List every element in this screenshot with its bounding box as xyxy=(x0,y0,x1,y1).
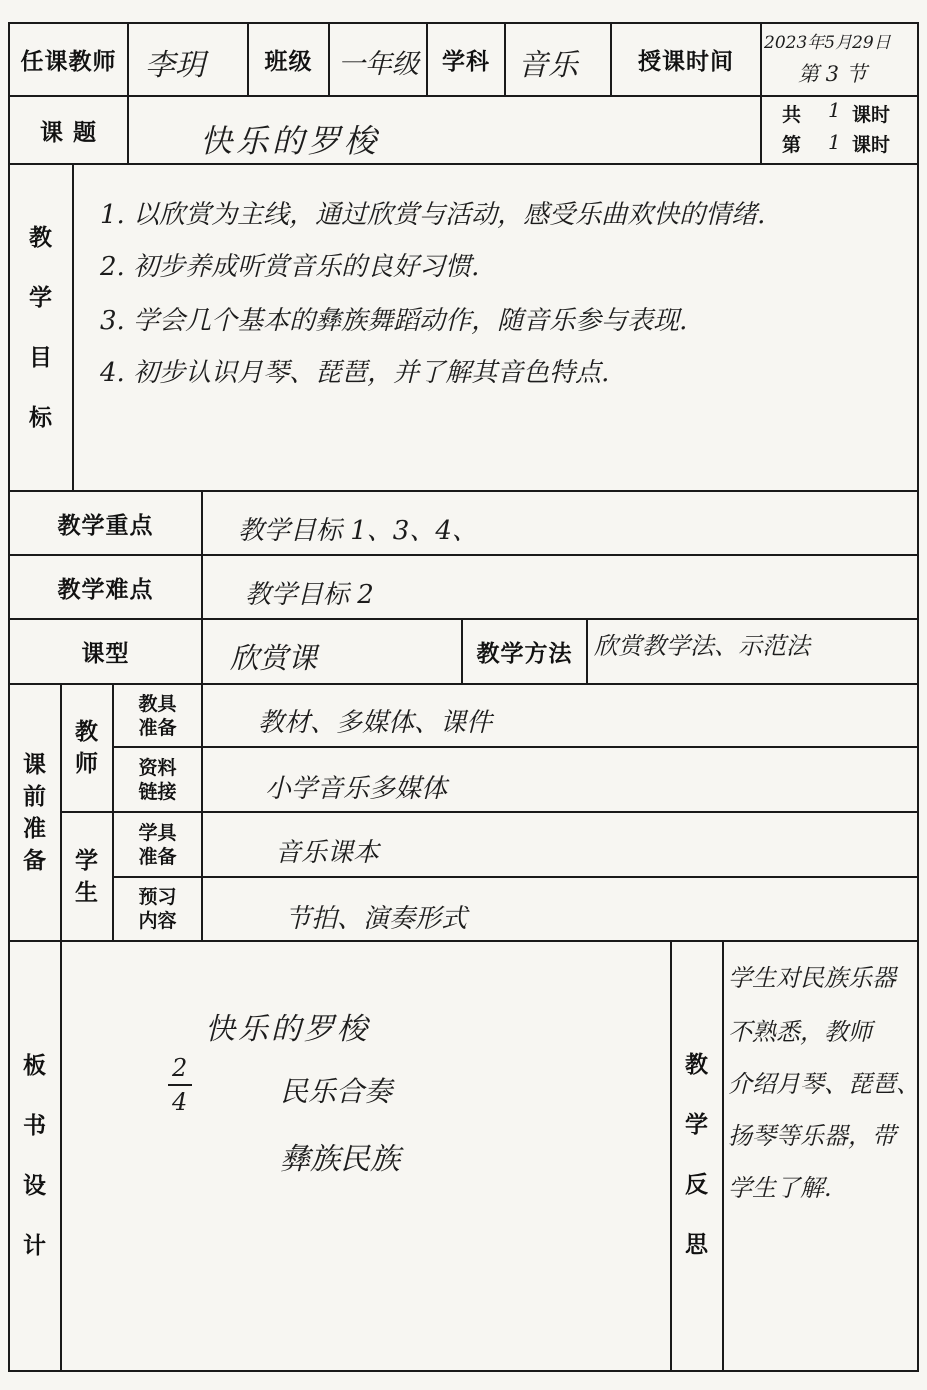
lesson-type-value: 欣赏课 xyxy=(230,641,318,675)
total-suffix: 课时 xyxy=(852,104,891,126)
time-signature-top: 2 xyxy=(172,1054,188,1082)
objective-item: 3. 学会几个基本的彝族舞蹈动作，随音乐参与表现. xyxy=(100,306,688,336)
rule xyxy=(8,163,919,165)
label-char: 教 xyxy=(29,224,53,251)
label-char: 前 xyxy=(23,783,47,810)
current-prefix: 第 xyxy=(782,134,802,156)
date-value: 2023年5月29日 xyxy=(764,33,891,53)
label-char: 课 xyxy=(23,751,47,778)
rule xyxy=(504,22,506,97)
rule xyxy=(722,940,724,1372)
rule xyxy=(8,940,919,942)
border-bottom xyxy=(8,1370,919,1372)
reflection-label xyxy=(672,1030,722,1280)
rule xyxy=(72,163,74,492)
objective-item: 2. 初步养成听赏音乐的良好习惯. xyxy=(100,252,480,282)
label-line: 学具 xyxy=(138,821,177,844)
difficulties-label: 教学难点 xyxy=(57,576,154,603)
teacher-value: 李玥 xyxy=(145,48,205,83)
label-char: 设 xyxy=(23,1173,47,1199)
current-suffix: 课时 xyxy=(852,134,891,156)
student-prep-label xyxy=(62,813,112,940)
label-char: 师 xyxy=(75,751,99,777)
prep-row-label xyxy=(114,685,201,746)
prep-row-label xyxy=(114,878,201,940)
class-label: 班级 xyxy=(264,49,313,75)
prep-row-label xyxy=(114,813,201,876)
rule xyxy=(8,95,919,97)
total-prefix: 共 xyxy=(782,104,802,126)
label-line: 准备 xyxy=(138,716,177,739)
rule xyxy=(60,940,62,1372)
subject-value: 音乐 xyxy=(518,48,578,83)
border-right xyxy=(917,22,919,1372)
board-line: 民乐合奏 xyxy=(280,1075,393,1108)
prep-row-value: 教材、多媒体、课件 xyxy=(258,708,493,738)
label-char: 学 xyxy=(685,1112,709,1138)
label-char: 书 xyxy=(23,1113,47,1139)
lesson-type-label: 课型 xyxy=(81,641,130,667)
label-char: 备 xyxy=(23,847,47,874)
method-label: 教学方法 xyxy=(476,641,573,667)
prep-row-value: 小学音乐多媒体 xyxy=(265,774,448,804)
preparation-label xyxy=(10,685,60,940)
reflection-line: 学生了解. xyxy=(728,1174,832,1202)
current-value: 1 xyxy=(828,130,841,154)
period-value: 第 3 节 xyxy=(798,62,867,86)
topic-value: 快乐的罗梭 xyxy=(200,122,381,160)
subject-label: 学科 xyxy=(442,49,490,75)
label-char: 学 xyxy=(29,284,53,311)
label-line: 准备 xyxy=(138,845,177,868)
label-char: 思 xyxy=(685,1232,709,1258)
board-label xyxy=(10,942,60,1370)
teacher-label: 任课教师 xyxy=(20,49,117,75)
rule xyxy=(328,22,330,97)
objective-item: 4. 初步认识月琴、琵琶，并了解其音色特点. xyxy=(100,358,610,388)
rule xyxy=(112,746,919,748)
board-title: 快乐的罗梭 xyxy=(205,1012,370,1047)
label-char: 教 xyxy=(75,719,99,745)
rule xyxy=(127,22,129,165)
time-signature-bottom: 4 xyxy=(172,1088,188,1116)
label-line: 链接 xyxy=(138,780,177,803)
key-points-label: 教学重点 xyxy=(57,512,154,539)
time-label: 授课时间 xyxy=(638,49,734,75)
rule xyxy=(201,490,203,942)
key-points-value: 教学目标 1、3、4、 xyxy=(238,516,478,546)
objectives-label xyxy=(10,165,72,490)
rule xyxy=(586,618,588,685)
label-char: 目 xyxy=(29,344,53,371)
label-char: 准 xyxy=(23,815,47,842)
label-char: 标 xyxy=(29,404,53,431)
label-char: 学 xyxy=(75,847,99,874)
label-char: 生 xyxy=(75,879,99,906)
rule xyxy=(112,876,919,878)
method-value: 欣赏教学法、示范法 xyxy=(594,632,810,660)
label-char: 计 xyxy=(23,1233,47,1259)
time-signature-bar xyxy=(168,1084,192,1086)
reflection-line: 不熟悉，教师 xyxy=(728,1018,872,1046)
prep-row-value: 节拍、演奏形式 xyxy=(285,904,468,934)
reflection-line: 介绍月琴、琵琶、 xyxy=(728,1070,920,1098)
reflection-line: 学生对民族乐器 xyxy=(728,964,896,992)
total-value: 1 xyxy=(828,98,841,122)
label-line: 预习 xyxy=(138,886,177,908)
label-char: 教 xyxy=(685,1052,709,1078)
class-value: 一年级 xyxy=(338,49,419,80)
label-char: 反 xyxy=(685,1172,709,1198)
label-line: 内容 xyxy=(138,910,177,932)
label-char: 板 xyxy=(23,1053,47,1079)
teacher-prep-label xyxy=(62,685,112,811)
label-line: 教具 xyxy=(138,692,177,715)
reflection-line: 扬琴等乐器，带 xyxy=(728,1122,896,1150)
rule xyxy=(760,22,762,165)
prep-row-label xyxy=(114,748,201,811)
board-line: 彝族民族 xyxy=(280,1142,400,1177)
difficulties-value: 教学目标 2 xyxy=(245,580,374,610)
topic-label: 课 题 xyxy=(39,119,97,146)
prep-row-value: 音乐课本 xyxy=(275,838,380,868)
objective-item: 1. 以欣赏为主线，通过欣赏与活动，感受乐曲欢快的情绪. xyxy=(100,200,766,230)
label-line: 资料 xyxy=(138,756,177,779)
